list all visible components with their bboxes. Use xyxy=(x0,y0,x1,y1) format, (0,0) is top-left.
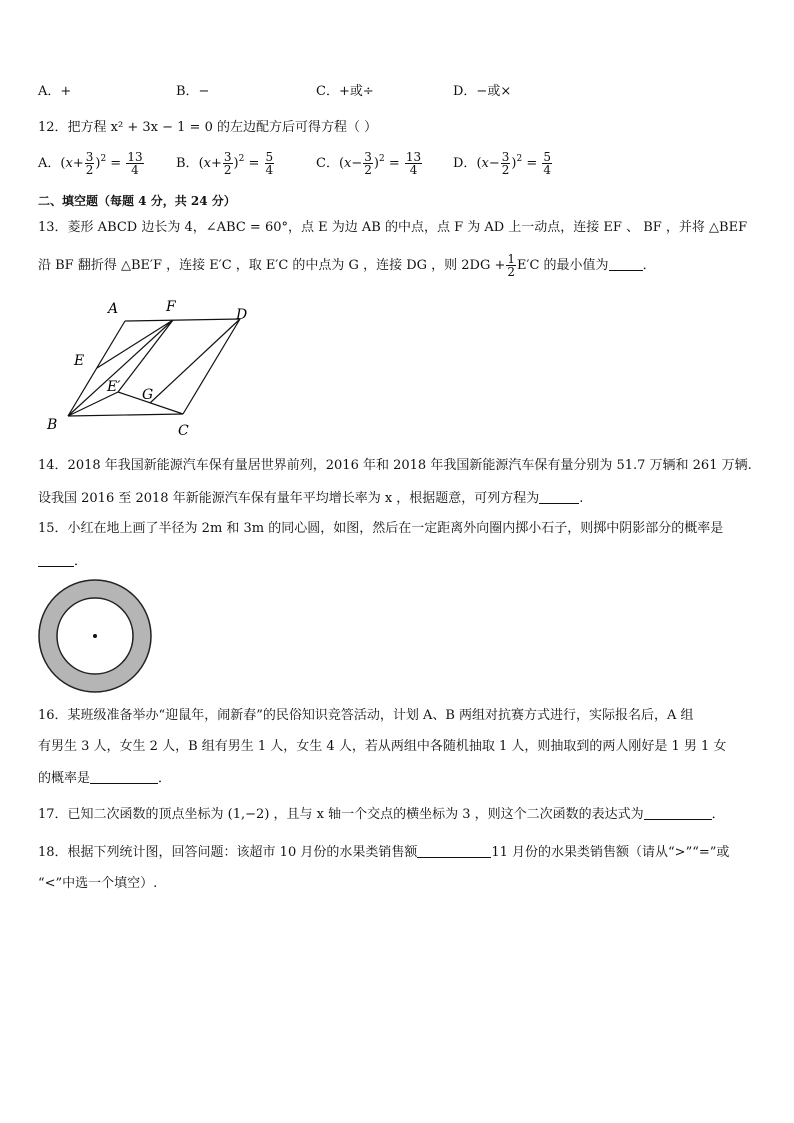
label-e: E xyxy=(74,353,85,369)
q11-option-c: C．+或÷ xyxy=(316,84,374,99)
option-label: D． xyxy=(453,156,477,171)
q16-line3-end: ． xyxy=(158,771,172,786)
answer-blank xyxy=(417,844,491,858)
q13-line2-part1: 沿 BF 翻折得 △BE′F ，连接 E′C ，取 E′C 的中点为 G ，连接 DG ，则 2DG + xyxy=(38,258,506,273)
label-e-prime: E′ xyxy=(107,379,121,395)
option-sign: + xyxy=(210,156,222,171)
option-sign: + xyxy=(72,156,84,171)
answer-blank xyxy=(644,806,712,820)
q16-line2: 有男生 3 人，女生 2 人，B 组有男生 1 人，女生 4 人，若从两组中各随机抽取 1 人，则抽取到的两人刚好是 1 男 1 女 xyxy=(38,739,727,754)
frac-den: 2 xyxy=(501,163,510,177)
segment-e2f xyxy=(118,320,173,392)
q18-text-a: 18．根据下列统计图，回答问题：该超市 10 月份的水果类销售额 xyxy=(38,845,418,860)
q13-line2-part2: E′C 的最小值为 xyxy=(517,258,609,273)
q14-line2-text: 设我国 2016 至 2018 年新能源汽车保有量年平均增长率为 x ，根据题意，可列方程为 xyxy=(38,491,540,506)
label-a: A xyxy=(108,301,119,317)
frac-num: 3 xyxy=(501,150,510,164)
q17-end: ． xyxy=(711,807,725,822)
q15-line2-end: ． xyxy=(74,554,88,569)
q12-option-a: A．(x+ $\frac{3}{2}$ )$^2$ = $\frac{13}{4}$ xyxy=(38,150,143,177)
frac-den: 2 xyxy=(223,163,232,177)
q18-text-b: 11 月份的水果类销售额（请从“>”“=”或 xyxy=(491,845,730,860)
frac-den: 2 xyxy=(364,163,372,177)
q11-option-a: A．+ xyxy=(38,84,72,99)
q12-option-c: C．(x− $\frac{3}{2}$ )$^2$ = $\frac{13}{4}$ xyxy=(316,150,422,177)
segment-cd xyxy=(183,319,240,414)
frac-num: 3 xyxy=(223,150,232,164)
frac-num: 3 xyxy=(364,150,372,164)
q16-line3-text: 的概率是 xyxy=(38,771,91,786)
frac-den: 2 xyxy=(85,163,94,177)
q16-line3 xyxy=(38,770,171,788)
answer-blank xyxy=(609,257,643,271)
frac-num: 3 xyxy=(85,150,94,164)
center-point xyxy=(93,634,97,638)
frac-den: 4 xyxy=(409,163,418,177)
q18-line1 xyxy=(38,844,729,862)
label-f: F xyxy=(166,299,176,315)
answer-blank xyxy=(539,490,579,504)
q12-option-d: D．(x− $\frac{3}{2}$ )$^2$ = $\frac{5}{4}$ xyxy=(453,150,552,177)
q17-line1 xyxy=(38,806,725,824)
frac-den: 2 xyxy=(507,265,516,279)
label-d: D xyxy=(236,307,248,323)
q15-line1: 15．小红在地上画了半径为 2m 和 3m 的同心圆，如图，然后在一定距离外向圈内掷小石子，则掷中阴影部分的概率是 xyxy=(38,521,724,536)
option-sign: − xyxy=(488,156,500,171)
frac-num: 5 xyxy=(543,150,552,164)
option-sign: − xyxy=(351,156,363,171)
frac-den: 4 xyxy=(543,163,552,177)
section-title: 二、填空题（每题 4 分，共 24 分） xyxy=(38,194,236,208)
q15-line2 xyxy=(38,553,87,571)
q14-line2-end: . xyxy=(579,491,584,506)
q13-line2 xyxy=(38,253,656,278)
rhombus-figure xyxy=(40,295,270,440)
segment-ef xyxy=(97,320,173,368)
option-label: B． xyxy=(176,156,199,171)
q17-text: 17．已知二次函数的顶点坐标为 (1,−2) ，且与 x 轴一个交点的横坐标为 3 ，则这个二次函数的表达式为 xyxy=(38,807,644,822)
q11-option-b: B．− xyxy=(176,84,210,99)
option-label: C． xyxy=(316,156,339,171)
label-g: G xyxy=(142,387,154,403)
label-b: B xyxy=(47,417,58,433)
frac-num: 1 xyxy=(507,252,516,266)
q11-option-d: D．−或× xyxy=(453,84,512,99)
q12-option-b: B．(x+ $\frac{3}{2}$ )$^2$ = $\frac{5}{4}$ xyxy=(176,150,274,177)
concentric-circles-figure xyxy=(36,578,154,696)
frac-den: 4 xyxy=(131,163,139,177)
q12-stem: 12．把方程 x² + 3x − 1 = 0 的左边配方后可得方程（ ） xyxy=(38,120,378,135)
label-c: C xyxy=(178,423,189,439)
q14-line1: 14．2018 年我国新能源汽车保有量居世界前列，2016 年和 2018 年我国新能源汽车保有量分别为 51.7 万辆和 261 万辆. xyxy=(38,458,752,473)
frac-num: 5 xyxy=(265,150,274,164)
q14-line2 xyxy=(38,490,583,508)
answer-blank xyxy=(38,553,74,567)
q13-line2-end: ． xyxy=(642,258,656,273)
answer-blank xyxy=(90,770,158,784)
option-label: A． xyxy=(38,156,61,171)
q16-line1: 16．某班级准备举办“迎鼠年，闹新春”的民俗知识竞答活动，计划 A、B 两组对抗赛方式进行，实际报名后，A 组 xyxy=(38,708,694,723)
frac-den: 4 xyxy=(265,163,274,177)
frac-num: 13 xyxy=(127,150,143,164)
segment-ad xyxy=(125,319,240,321)
segment-bc xyxy=(68,414,183,416)
q13-line1: 13．菱形 ABCD 边长为 4，∠ABC = 60°，点 E 为边 AB 的中点，点 F 为 AD 上一动点，连接 EF 、 BF ，并将 △BEF xyxy=(38,220,748,235)
q18-line2: “<”中选一个填空）. xyxy=(38,876,158,891)
frac-num: 13 xyxy=(405,150,422,164)
